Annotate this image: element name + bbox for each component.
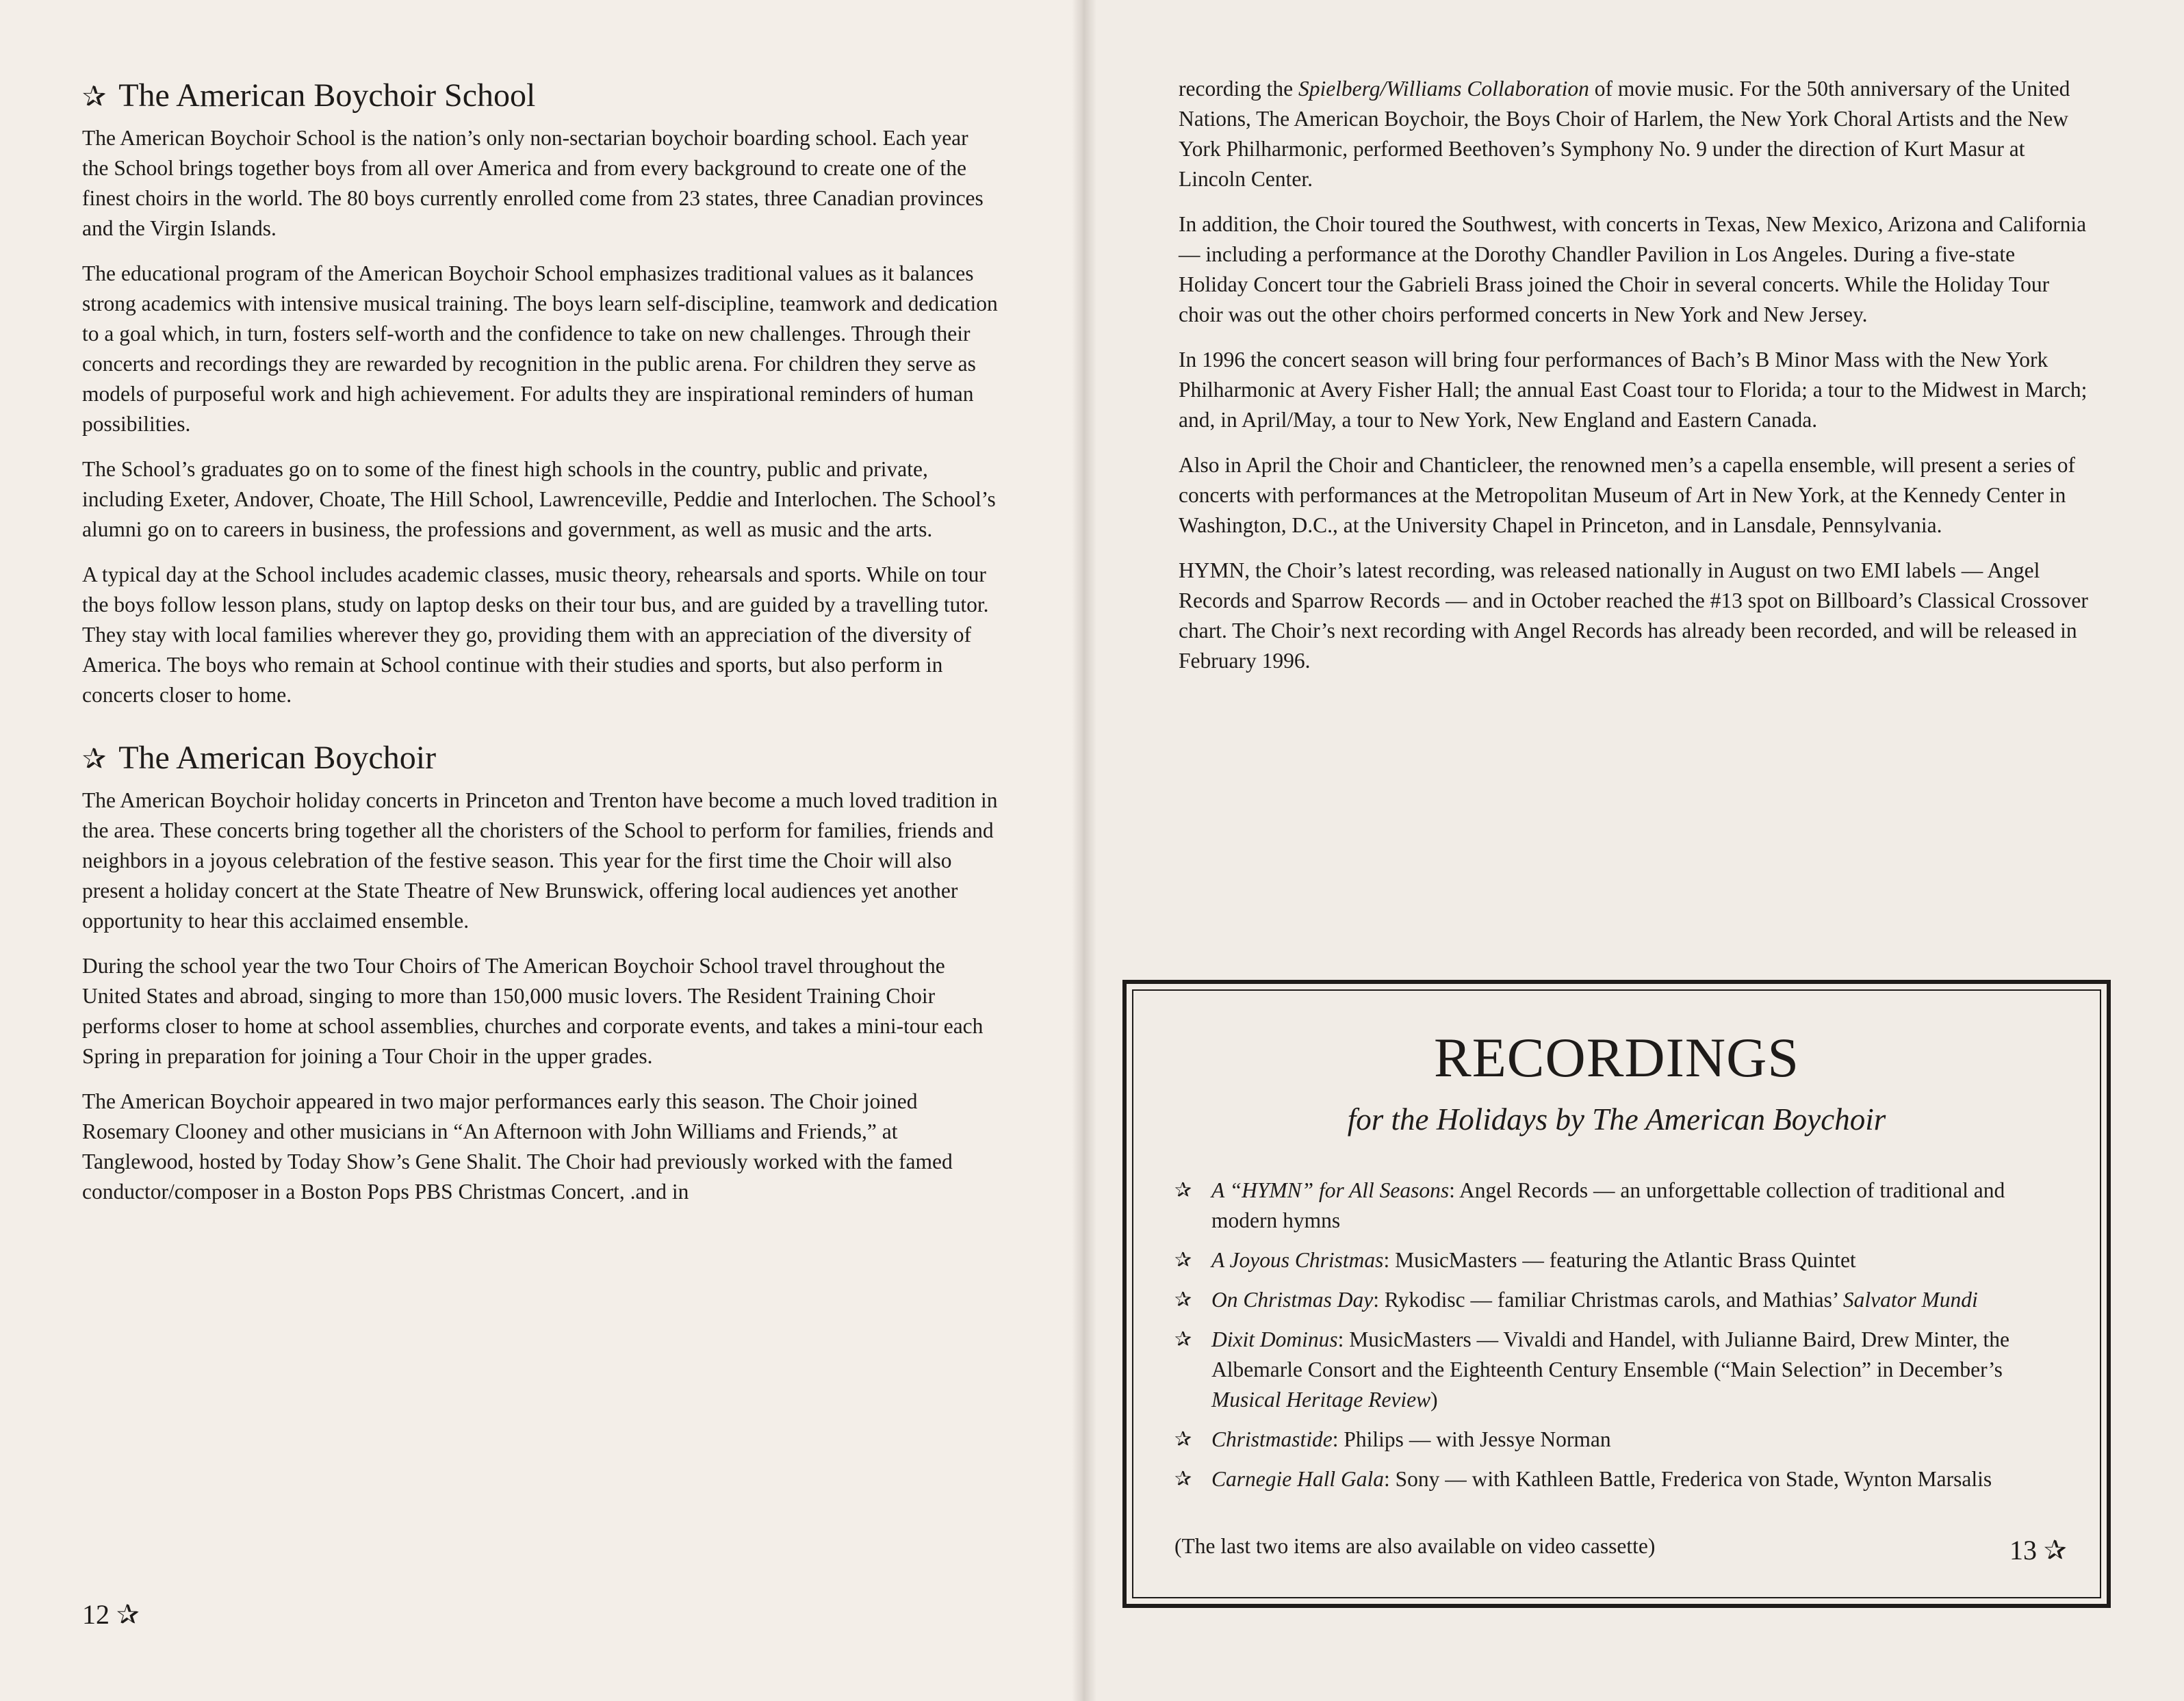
- school-paragraph: A typical day at the School includes academic classes, music theory, rehearsals and sports. While on tour the boys follow lesson plans, study on laptop desks on their tour bus, and are guided by a travelling tutor. They stay with local families wherever they go, providing them with an appreciation of the diversity of America. The boys who remain at School continue with their studies and sports, but also perform in concerts closer to home.: [82, 562, 989, 707]
- page-gutter: [1072, 0, 1096, 1701]
- recordings-note: (The last two items are also available on video cassette): [1174, 1534, 1656, 1558]
- album-title: Spielberg/Williams Collaboration: [1298, 77, 1589, 101]
- star-icon: ✰: [1174, 1179, 1192, 1202]
- recordings-box: [1122, 980, 2111, 1608]
- recordings-subtitle: for the Holidays by The American Boychoir: [1347, 1102, 1886, 1137]
- choir-paragraph: The American Boychoir holiday concerts in Princeton and Trenton have become a much loved tradition in the area. These concerts bring together all the choristers of the School to perform for families, friends and neighbors in a joyous celebration of the festive season. This year for the first time the Choir will also present a holiday concert at the State Theatre of New Brunswick, offering local audiences yet another opportunity to hear this acclaimed ensemble.: [82, 788, 998, 933]
- recording-details: : Angel Records — an unforgettable collection of traditional and modern hymns: [1211, 1178, 2005, 1232]
- recording-details: : Philips — with Jessye Norman: [1332, 1427, 1611, 1451]
- recording-close-paren: ): [1430, 1388, 1438, 1412]
- star-icon: ✰: [1174, 1249, 1192, 1271]
- choir-paragraph: The American Boychoir appeared in two major performances early this season. The Choir joined Rosemary Clooney and other musicians in “An Afternoon with John Williams and Friends,” at Tanglewood, hosted by Today Show’s Gene Shalit. The Choir had previously worked with the famed conductor/composer in a Boston Pops PBS Christmas Concert, .and in: [82, 1089, 953, 1204]
- recording-item: [1174, 1464, 2064, 1494]
- left-page: [0, 0, 1083, 1701]
- star-icon: ✰: [1174, 1288, 1192, 1311]
- page-number-left: 12 ✰: [82, 1599, 140, 1630]
- recording-work-title: Salvator Mundi: [1842, 1288, 1978, 1312]
- choir-heading: [82, 736, 999, 781]
- recordings-list: [1174, 1176, 2064, 1504]
- recording-title: Dixit Dominus: [1211, 1327, 1338, 1351]
- recording-title: Christmastide: [1211, 1427, 1333, 1451]
- recording-title: A Joyous Christmas: [1211, 1248, 1384, 1272]
- star-icon: ✰: [1174, 1428, 1192, 1451]
- body-paragraph: Also in April the Choir and Chanticleer, the renowned men’s a capella ensemble, will present a series of concerts with performances at the Metropolitan Museum of Art in New York, at the Kennedy Center in Washington, D.C., at the University Chapel in Princeton, and in Lansdale, Pennsylvania.: [1179, 453, 2075, 537]
- continued-text: recording the: [1179, 77, 1298, 101]
- recording-item: [1174, 1325, 2064, 1415]
- body-paragraph: In 1996 the concert season will bring four performances of Bach’s B Minor Mass with the New York Philharmonic at Avery Fisher Hall; the annual East Coast tour to Florida; a tour to the Midwest in March; and, in April/May, a tour to New York, New England and Eastern Canada.: [1179, 348, 2087, 432]
- recordings-title: RECORDINGS: [1434, 1026, 1799, 1089]
- recording-item: [1174, 1285, 2064, 1315]
- body-paragraph: HYMN, the Choir’s latest recording, was released nationally in August on two EMI labels — Angel Records and Sparrow Records — and in October reached the #13 spot on Billboard’s Classical Crossover chart. The Choir’s next recording with Angel Records has already been recorded, and will be released in February 1996.: [1179, 558, 2088, 673]
- continued-paragraph: [1179, 74, 2089, 194]
- school-paragraph: The School’s graduates go on to some of the finest high schools in the country, public and private, including Exeter, Andover, Choate, The Hill School, Lawrenceville, Peddie and Interlochen. The School’s alumni go on to careers in business, the professions and government, as well as music and the arts.: [82, 457, 996, 541]
- continued-text: of movie music. For the 50th anniversary of the United Nations, The American Boychoir, the Boys Choir of Harlem, the New York Choral Artists and the New York Philharmonic, performed Beethoven’s Symphony No. 9 under the direction of Kurt Masur at Lincoln Center.: [1179, 77, 2070, 191]
- choir-paragraph: During the school year the two Tour Choirs of The American Boychoir School travel throughout the United States and abroad, singing to more than 150,000 music lovers. The Resident Training Choir performs closer to home at school assemblies, churches and corporate events, and takes a mini‑tour each Spring in preparation for joining a Tour Choir in the upper grades.: [82, 954, 984, 1068]
- school-heading-text: The American Boychoir School: [118, 77, 536, 114]
- school-paragraph: The American Boychoir School is the nation’s only non‑sectarian boychoir boarding school. Each year the School brings together boys from all over America and from every background to create one of the finest choirs in the world. The 80 boys currently enrolled come from 23 states, three Canadian provinces and the Virgin Islands.: [82, 126, 984, 240]
- recording-title: A “HYMN” for All Seasons: [1211, 1178, 1450, 1202]
- left-column: [82, 74, 999, 1222]
- recording-details: : Rykodisc — familiar Christmas carols, and Mathias’: [1373, 1288, 1843, 1312]
- school-paragraph: The educational program of the American Boychoir School emphasizes traditional values as it balances strong academics with intensive musical training. The boys learn self‑discipline, teamwork and dedication to a goal which, in turn, fosters self‑worth and the confidence to take on new challenges. Through their concerts and recordings they are rewarded by recognition in the public arena. For children they serve as models of purposeful work and high achievement. For adults they are inspirational reminders of human possibilities.: [82, 261, 998, 436]
- right-page: [1083, 0, 2184, 1701]
- recording-title: Carnegie Hall Gala: [1211, 1467, 1384, 1491]
- recording-item: [1174, 1176, 2064, 1236]
- body-paragraph: In addition, the Choir toured the Southwest, with concerts in Texas, New Mexico, Arizona and California — including a performance at the Dorothy Chandler Pavilion in Los Angeles. During a five‑state Holiday Concert tour the Gabrieli Brass joined the Choir in several concerts. While the Holiday Tour choir was out the other choirs performed concerts in New York and New Jersey.: [1179, 212, 2087, 326]
- page-number-right: 13 ✰: [2009, 1535, 2067, 1566]
- recording-details: : MusicMasters — featuring the Atlantic Brass Quintet: [1383, 1248, 1856, 1272]
- recording-details: : Sony — with Kathleen Battle, Frederica von Stade, Wynton Marsalis: [1384, 1467, 1992, 1491]
- star-icon: ✰: [1174, 1328, 1192, 1351]
- star-icon: ✰: [82, 744, 107, 775]
- recording-item: [1174, 1245, 2064, 1275]
- star-icon: ✰: [1174, 1468, 1192, 1490]
- recording-title: On Christmas Day: [1211, 1288, 1374, 1312]
- school-heading: [82, 74, 999, 119]
- star-icon: ✰: [82, 81, 107, 113]
- recording-item: [1174, 1425, 2064, 1455]
- right-column: [1179, 74, 2089, 691]
- recording-publication-title: Musical Heritage Review: [1211, 1388, 1431, 1412]
- recording-details: : MusicMasters — Vivaldi and Handel, with Julianne Baird, Drew Minter, the Albemarle Consort and the Eighteenth Century Ensemble (“Main Selection” in December’s: [1211, 1327, 2009, 1381]
- choir-heading-text: The American Boychoir: [118, 740, 437, 776]
